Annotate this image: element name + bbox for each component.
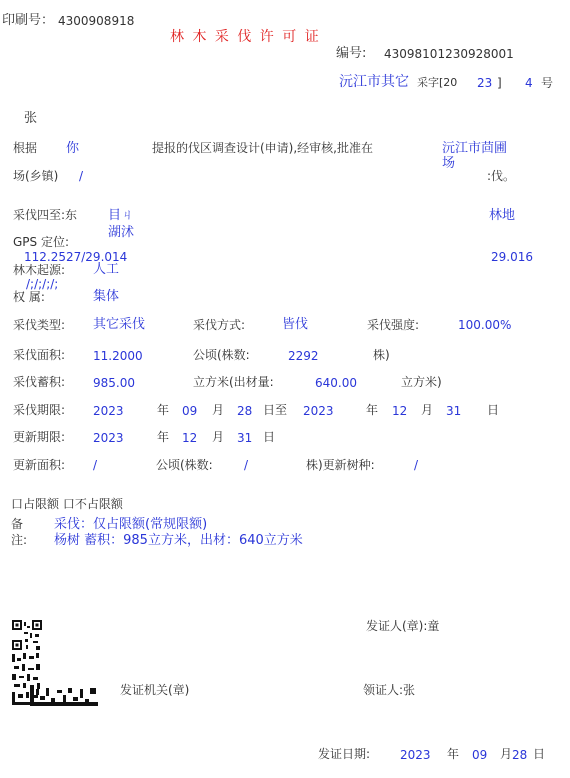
type-value: 其它采伐 — [93, 317, 146, 332]
renew-area-label: 更新面积: — [13, 458, 66, 472]
end-month: 12 — [392, 404, 408, 418]
renew-area: / — [93, 458, 98, 472]
print-number-label: 印刷号： — [2, 13, 55, 28]
renew-day: 31 — [237, 431, 253, 445]
year-bracket: ] — [497, 76, 502, 90]
timber-value: 640.00 — [315, 376, 357, 390]
year-number: 23 — [477, 76, 493, 90]
renew-month-char: 月 — [212, 430, 225, 444]
renew-count: / — [244, 458, 249, 472]
township-label: 场(乡镇) — [13, 169, 59, 183]
issue-date-month: 09 — [472, 748, 488, 762]
issuer-name: 沅江市其它 — [339, 74, 409, 90]
renew-species: / — [414, 458, 419, 472]
origin-slashes: /;/;/;/; — [26, 277, 59, 291]
serial-number: 43098101230928001 — [384, 47, 514, 61]
ownership-value: 集体 — [93, 289, 120, 304]
issuing-authority: 发证机关(章) — [120, 683, 190, 697]
issue-date-label: 发证日期: — [318, 747, 371, 761]
period-label: 采伐期限: — [13, 403, 66, 417]
note-line-2: 杨树 蓄积：985立方米，出材：640立方米 — [54, 533, 303, 548]
gps-value: 112.2527/29.014 — [24, 250, 128, 264]
issue-date-year-char: 年 — [447, 747, 460, 761]
note-label-2: 注: — [11, 533, 28, 547]
cubic-meter-label: 立方米(出材量: — [193, 375, 274, 389]
renew-day-char: 日 — [263, 430, 276, 444]
issue-date-month-char: 月 — [500, 747, 513, 761]
note-label-1: 备 — [11, 517, 24, 531]
start-year: 2023 — [93, 404, 124, 418]
start-month-char: 月 — [212, 403, 225, 417]
intensity-value: 100.00% — [458, 318, 512, 332]
quota-options: 口占限额 口不占限额 — [11, 497, 123, 511]
method-label: 采伐方式: — [193, 318, 246, 332]
issuer-signature: 发证人(章):童 — [366, 619, 440, 633]
renew-month: 12 — [182, 431, 198, 445]
paragraph-text: 提报的伐区调查设计(申请),经审核,批准在 — [152, 141, 373, 155]
start-month: 09 — [182, 404, 198, 418]
gps-value-right: 29.016 — [491, 250, 533, 264]
type-label: 采伐类型: — [13, 318, 66, 332]
renew-label: 更新期限: — [13, 430, 66, 444]
end-day-char: 日 — [487, 403, 500, 417]
serial-label: 编号: — [336, 46, 367, 61]
receiver-signature: 领证人:张 — [363, 683, 416, 697]
end-month-char: 月 — [421, 403, 434, 417]
end-year-char: 年 — [366, 403, 379, 417]
day-to: 日至 — [263, 403, 288, 417]
start-year-char: 年 — [157, 403, 170, 417]
bounds-right: 林地 — [489, 208, 516, 223]
barcode-pattern-icon — [30, 686, 98, 706]
origin-value: 人工 — [93, 262, 120, 277]
ownership-label: 权 属: — [13, 290, 45, 304]
gps-label: GPS 定位: — [13, 235, 70, 249]
tree-unit: 株) — [373, 348, 390, 362]
cubic-meter-close: 立方米) — [401, 375, 442, 389]
method-value: 皆伐 — [282, 317, 309, 332]
applicant-name-fragment: 张 — [24, 111, 38, 126]
bounds-east-2: 湖沭 — [108, 225, 135, 240]
location-name-cont: 场 — [442, 156, 456, 171]
area-label: 采伐面积: — [13, 348, 66, 362]
renew-year-char: 年 — [157, 430, 170, 444]
area-value: 11.2000 — [93, 349, 143, 363]
paragraph-prefix: 根据 — [13, 141, 38, 155]
year-prefix: 采字[20 — [417, 76, 458, 89]
volume-label: 采伐蓄积: — [13, 375, 66, 389]
volume-value: 985.00 — [93, 376, 135, 390]
certificate-title: 林 木 采 伐 许 可 证 — [170, 29, 321, 45]
bounds-label: 采伐四至:东 — [13, 208, 78, 222]
tree-count: 2292 — [288, 349, 319, 363]
print-number: 4300908918 — [58, 14, 135, 28]
harvest-suffix: :伐。 — [487, 169, 516, 183]
origin-label: 林木起源: — [13, 263, 66, 277]
applicant-name: 你 — [66, 141, 80, 156]
location-name: 沅江市茴圃 — [442, 141, 508, 156]
hectare-label: 公顷(株数: — [193, 348, 250, 362]
bounds-east-1: 目ㄐ — [108, 208, 135, 223]
start-day: 28 — [237, 404, 253, 418]
intensity-label: 采伐强度: — [367, 318, 420, 332]
note-line-1: 采伐：仅占限额(常规限额) — [54, 517, 208, 532]
renew-year: 2023 — [93, 431, 124, 445]
renew-species-label: 株)更新树种: — [306, 458, 375, 472]
number-suffix: 号 — [541, 76, 554, 90]
issue-date-day: 28 — [512, 748, 528, 762]
township-value: / — [79, 169, 84, 183]
end-year: 2023 — [303, 404, 334, 418]
end-day: 31 — [446, 404, 462, 418]
issue-date-year: 2023 — [400, 748, 431, 762]
renew-hectare-label: 公顷(株数: — [156, 458, 213, 472]
issue-date-day-char: 日 — [533, 747, 546, 761]
permit-number: 4 — [525, 76, 533, 90]
